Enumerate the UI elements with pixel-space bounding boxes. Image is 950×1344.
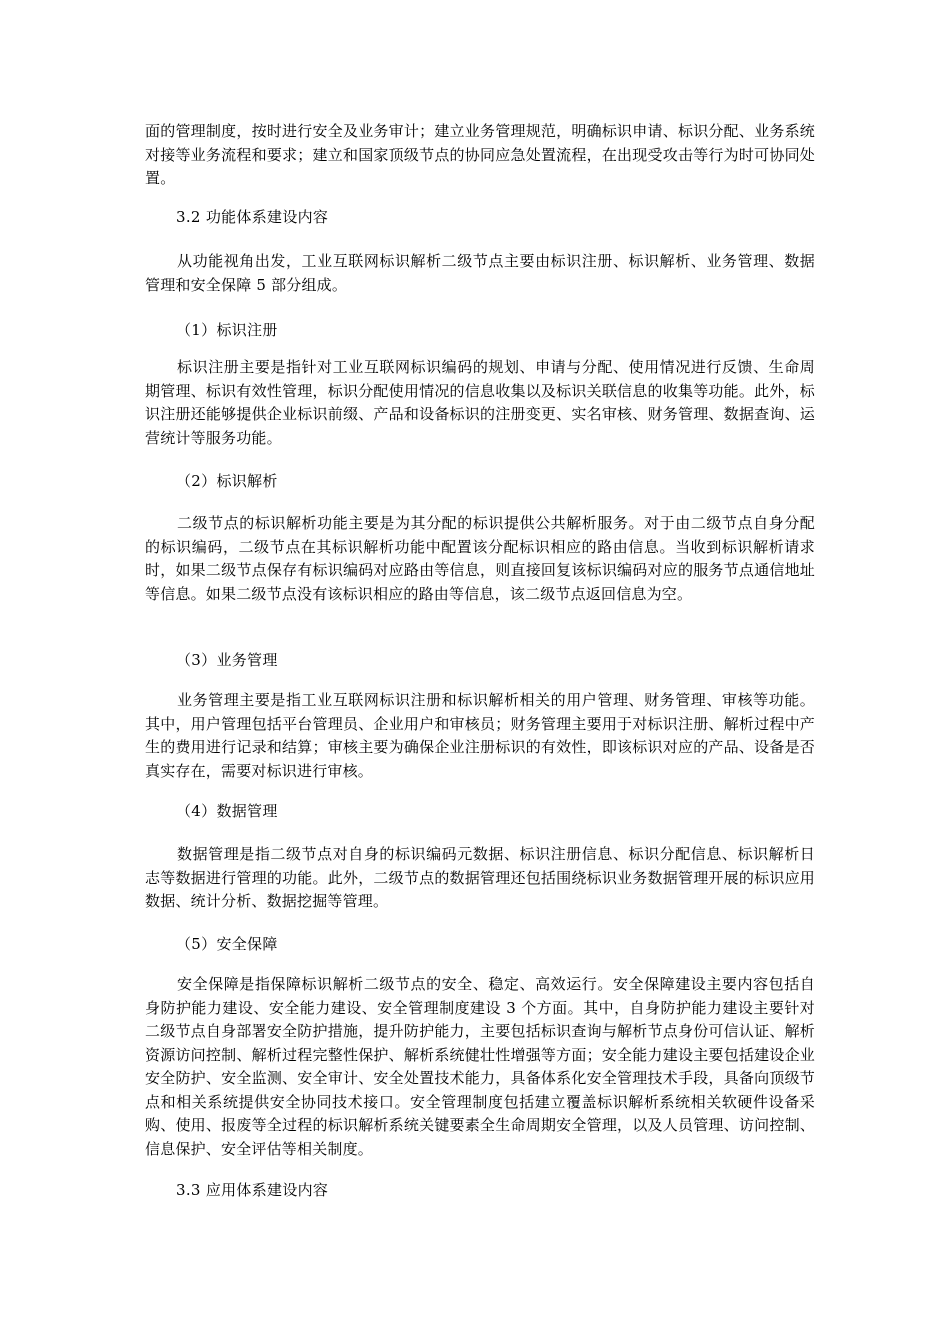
subsection-body-4: 数据管理是指二级节点对自身的标识编码元数据、标识注册信息、标识分配信息、标识解析日志等数据进行管理的功能。此外，二级节点的数据管理还包括围绕标识业务数据管理开展的标识应用数据、统计分析、数据挖掘等管理。: [145, 845, 815, 910]
section-heading-3-3: 3.3 应用体系建设内容: [176, 1181, 329, 1199]
subsection-body-5: 安全保障是指保障标识解析二级节点的安全、稳定、高效运行。安全保障建设主要内容包括自身防护能力建设、安全能力建设、安全管理制度建设 3 个方面。其中，自身防护能力建设主要针对二级节点自身部署安全防护措施，提升防护能力，主要包括标识查询与解析节点身份可信认证、解析资源访问控制、解析过程完整性保护、解析系统健壮性增强等方面；安全能力建设主要包括建设企业安全防护、安全监测、安全审计、安全处置技术能力，具备体系化安全管理技术手段，具备向顶级节点和相关系统提供安全协同技术接口。安全管理制度包括建立覆盖标识解析系统相关软硬件设备采购、使用、报废等全过程的标识解析系统关键要素全生命周期安全管理，以及人员管理、访问控制、信息保护、安全评估等相关制度。: [145, 975, 815, 1158]
subsection-heading-1: （1）标识注册: [176, 321, 278, 339]
subsection-heading-2: （2）标识解析: [176, 472, 278, 490]
section-3-2-intro: 从功能视角出发，工业互联网标识解析二级节点主要由标识注册、标识解析、业务管理、数据管理和安全保障 5 部分组成。: [145, 252, 815, 294]
section-heading-3-2: 3.2 功能体系建设内容: [176, 208, 329, 226]
subsection-body-3: 业务管理主要是指工业互联网标识注册和标识解析相关的用户管理、财务管理、审核等功能。其中，用户管理包括平台管理员、企业用户和审核员；财务管理主要用于对标识注册、解析过程中产生的费用进行记录和结算；审核主要为确保企业注册标识的有效性，即该标识对应的产品、设备是否真实存在，需要对标识进行审核。: [145, 691, 815, 780]
intro-paragraph: 面的管理制度，按时进行安全及业务审计；建立业务管理规范，明确标识申请、标识分配、业务系统对接等业务流程和要求；建立和国家顶级节点的协同应急处置流程，在出现受攻击等行为时可协同处置。: [145, 122, 815, 187]
subsection-heading-5: （5）安全保障: [176, 935, 278, 953]
subsection-heading-4: （4）数据管理: [176, 802, 278, 820]
subsection-body-2: 二级节点的标识解析功能主要是为其分配的标识提供公共解析服务。对于由二级节点自身分配的标识编码，二级节点在其标识解析功能中配置该分配标识相应的路由信息。当收到标识解析请求时，如果二级节点保存有标识编码对应路由等信息，则直接回复该标识编码对应的服务节点通信地址等信息。如果二级节点没有该标识相应的路由等信息，该二级节点返回信息为空。: [145, 514, 815, 603]
subsection-body-1: 标识注册主要是指针对工业互联网标识编码的规划、申请与分配、使用情况进行反馈、生命周期管理、标识有效性管理，标识分配使用情况的信息收集以及标识关联信息的收集等功能。此外，标识注册还能够提供企业标识前缀、产品和设备标识的注册变更、实名审核、财务管理、数据查询、运营统计等服务功能。: [145, 358, 815, 447]
subsection-heading-3: （3）业务管理: [176, 651, 278, 669]
